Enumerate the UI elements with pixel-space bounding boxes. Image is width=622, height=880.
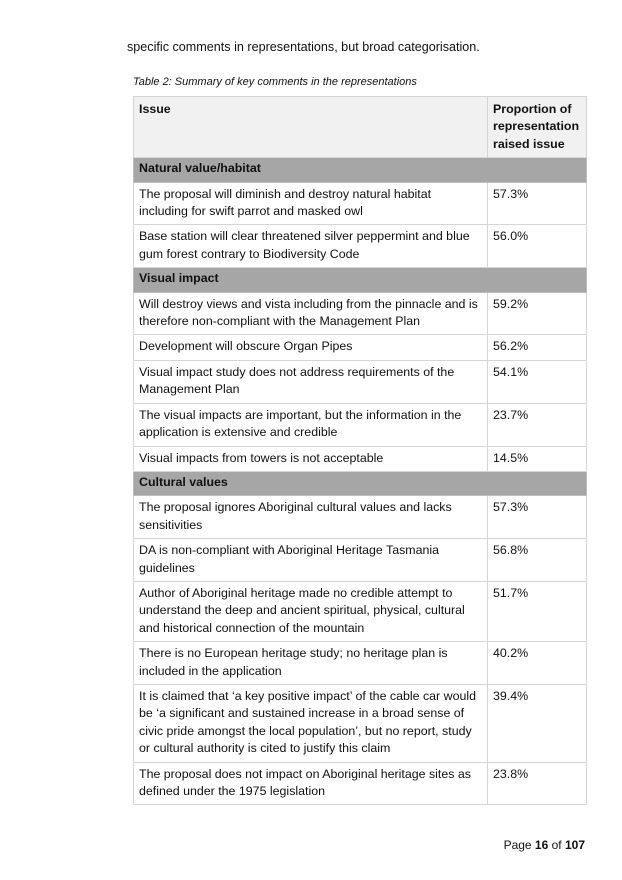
table-row bbox=[134, 446, 587, 471]
proportion-cell: 56.8% bbox=[488, 539, 587, 582]
section-row bbox=[134, 268, 587, 292]
intro-text: specific comments in representations, but broad categorisation. bbox=[127, 40, 480, 54]
issue-cell: Visual impact study does not address requirements of the Management Plan bbox=[134, 360, 488, 403]
header-issue: Issue bbox=[134, 97, 488, 158]
issue-cell: Author of Aboriginal heritage made no credible attempt to understand the deep and ancient spiritual, physical, cultural and historical connection of the mountain bbox=[134, 581, 488, 641]
page-footer bbox=[504, 838, 585, 852]
header-proportion: Proportion of representation raised issue bbox=[488, 97, 587, 158]
proportion-cell: 56.2% bbox=[488, 335, 587, 360]
proportion-cell: 14.5% bbox=[488, 446, 587, 471]
table-header-row bbox=[134, 97, 587, 158]
table-row bbox=[134, 539, 587, 582]
proportion-cell: 56.0% bbox=[488, 225, 587, 268]
issue-cell: The visual impacts are important, but the information in the application is extensive and credible bbox=[134, 403, 488, 446]
section-title: Cultural values bbox=[134, 471, 587, 495]
issue-cell: Will destroy views and vista including from the pinnacle and is therefore non-compliant with the Management Plan bbox=[134, 292, 488, 335]
section-row bbox=[134, 158, 587, 182]
issue-cell: It is claimed that ‘a key positive impact’ of the cable car would be ‘a significant and sustained increase in a broad sense of civic pride amongst the local population’, but no report, study or cultural authority is cited to justify this claim bbox=[134, 684, 488, 762]
issue-cell: Development will obscure Organ Pipes bbox=[134, 335, 488, 360]
table-row bbox=[134, 182, 587, 225]
proportion-cell: 57.3% bbox=[488, 496, 587, 539]
proportion-cell: 54.1% bbox=[488, 360, 587, 403]
table-row bbox=[134, 581, 587, 641]
table-row bbox=[134, 403, 587, 446]
proportion-cell: 59.2% bbox=[488, 292, 587, 335]
table-row bbox=[134, 360, 587, 403]
proportion-cell: 39.4% bbox=[488, 684, 587, 762]
section-row bbox=[134, 471, 587, 495]
section-title: Visual impact bbox=[134, 268, 587, 292]
proportion-cell: 23.8% bbox=[488, 762, 587, 805]
table-caption: Table 2: Summary of key comments in the representations bbox=[133, 76, 417, 88]
table-row bbox=[134, 642, 587, 685]
page-total: 107 bbox=[564, 838, 585, 852]
issue-cell: The proposal does not impact on Aboriginal heritage sites as defined under the 1975 legislation bbox=[134, 762, 488, 805]
table-row bbox=[134, 292, 587, 335]
issue-cell: Visual impacts from towers is not acceptable bbox=[134, 446, 488, 471]
proportion-cell: 40.2% bbox=[488, 642, 587, 685]
table-row bbox=[134, 684, 587, 762]
proportion-cell: 57.3% bbox=[488, 182, 587, 225]
table-row bbox=[134, 762, 587, 805]
table-row bbox=[134, 225, 587, 268]
table-row bbox=[134, 496, 587, 539]
issue-cell: DA is non-compliant with Aboriginal Heritage Tasmania guidelines bbox=[134, 539, 488, 582]
page-label: Page bbox=[503, 838, 535, 852]
proportion-cell: 51.7% bbox=[488, 581, 587, 641]
proportion-cell: 23.7% bbox=[488, 403, 587, 446]
section-title: Natural value/habitat bbox=[134, 158, 587, 182]
issue-cell: There is no European heritage study; no heritage plan is included in the application bbox=[134, 642, 488, 685]
issue-cell: The proposal will diminish and destroy natural habitat including for swift parrot and masked owl bbox=[134, 182, 488, 225]
table-row bbox=[134, 335, 587, 360]
summary-table bbox=[133, 96, 587, 805]
issue-cell: Base station will clear threatened silver peppermint and blue gum forest contrary to Biodiversity Code bbox=[134, 225, 488, 268]
issue-cell: The proposal ignores Aboriginal cultural values and lacks sensitivities bbox=[134, 496, 488, 539]
page-current: 16 bbox=[534, 838, 549, 852]
page-of-label: of bbox=[548, 838, 565, 852]
